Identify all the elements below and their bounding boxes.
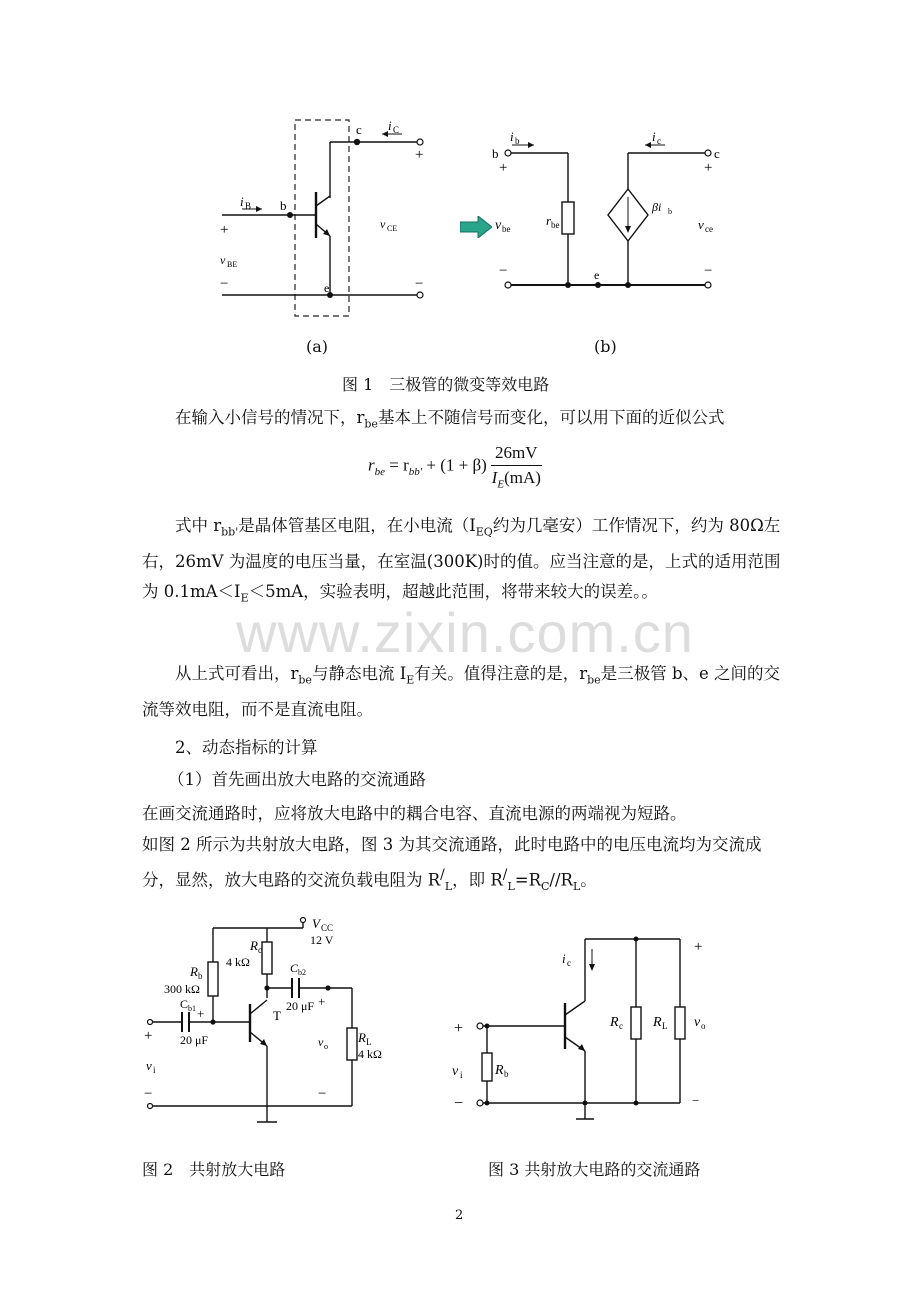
rbe-formula: $r_{be} = r_{bb'} + (1 + \beta)$ $\frac{26mV}{I_E(mA)}$ bbox=[368, 443, 541, 491]
heading-ac-path: （1）首先画出放大电路的交流通路 bbox=[168, 770, 426, 789]
fig3-rb-sub: b bbox=[504, 1069, 509, 1079]
formula-denominator: $I_E(mA)$ bbox=[491, 468, 541, 491]
fig3-vi-sub: i bbox=[460, 1070, 463, 1080]
figure-3-circuit bbox=[450, 925, 730, 1125]
transform-arrow-icon bbox=[460, 216, 492, 238]
fig1b-betaib-label: βi bbox=[652, 200, 662, 214]
fig1a-ic-sub: C bbox=[393, 125, 400, 135]
figure-1a-circuit bbox=[210, 110, 440, 325]
fig1b-minus-right: − bbox=[704, 263, 713, 279]
fig1b-vbe-label: v bbox=[495, 218, 502, 233]
fig1b-plus-right: + bbox=[704, 160, 713, 176]
fig1a-b-label: b bbox=[280, 198, 287, 213]
fig1b-rbe-sub: be bbox=[551, 220, 560, 230]
fig3-ic-sub: c bbox=[567, 958, 571, 968]
fig1a-plus: + bbox=[220, 222, 229, 238]
formula-numerator: 26mV bbox=[491, 443, 542, 466]
fig2-rb-sub: b bbox=[198, 971, 203, 981]
fig1a-minus: − bbox=[220, 276, 229, 292]
fig1b-vbe-sub: be bbox=[502, 224, 511, 234]
fig1a-c-label: c bbox=[356, 122, 362, 137]
page-number: 2 bbox=[455, 1208, 464, 1223]
fig2-vi-sub: i bbox=[153, 1065, 156, 1075]
fig1a-ic-label: i bbox=[388, 118, 392, 133]
fig2-cb2-value: 20 μF bbox=[286, 999, 315, 1013]
figure-2-circuit bbox=[140, 910, 400, 1130]
watermark: www.zixin.com.cn bbox=[236, 601, 694, 664]
paragraph-rbe-ie: 从上式可看出，$r_{be}$与静态电流 $I_E$有关。值得注意的是，$r_{be}$是三极管 b、e 之间的交流等效电阻，而不是直流电阻。 bbox=[142, 664, 781, 720]
fig2-minus-out: − bbox=[318, 1086, 327, 1102]
fig1a-ib-sub: B bbox=[245, 201, 252, 211]
fig2-rc-value: 4 kΩ bbox=[226, 955, 250, 969]
fig1b-c-label: c bbox=[714, 146, 720, 161]
fig2-cb1-value: 20 μF bbox=[180, 1033, 209, 1047]
fig1b-rbe-label: r bbox=[546, 213, 552, 228]
figure-1-caption: 图 1 三极管的微变等效电路 bbox=[342, 375, 550, 394]
fig2-plus-cb2: + bbox=[318, 994, 326, 1009]
fig3-rb-label: R bbox=[495, 1063, 504, 1078]
fig1b-ic-label: i bbox=[652, 129, 656, 144]
fig2-cb2-label: C bbox=[290, 961, 299, 975]
fig3-rc-label: R bbox=[610, 1015, 619, 1030]
fig2-vcc-value: 12 V bbox=[310, 933, 334, 947]
fig1a-minus-right: − bbox=[415, 276, 424, 292]
fig2-rl-value: 4 kΩ bbox=[358, 1047, 382, 1061]
fig1b-vce-sub: ce bbox=[705, 224, 713, 234]
fig1b-b-label: b bbox=[492, 146, 499, 161]
figure-1b-circuit bbox=[490, 125, 730, 300]
fig1b-minus: − bbox=[499, 263, 508, 279]
fig3-plus-in: + bbox=[454, 1020, 464, 1037]
fig3-plus-out: + bbox=[694, 939, 703, 955]
paragraph-rbe-intro: 在输入小信号的情况下，$r_{be}$基本上不随信号而变化，可以用下面的近似公式 bbox=[175, 408, 725, 431]
fig1a-vbe-sub: BE bbox=[227, 260, 238, 269]
fig1b-vce-label: v bbox=[698, 217, 704, 232]
fig2-plus-cb1: + bbox=[197, 1006, 205, 1021]
fig2-rc-sub: c bbox=[258, 945, 262, 955]
fig2-vcc-label: V bbox=[312, 916, 320, 931]
fig1a-vce-sub: CE bbox=[387, 224, 398, 233]
fig2-cb1-label: C bbox=[180, 997, 189, 1011]
fig3-vo-label: v bbox=[694, 1015, 701, 1030]
fig3-minus-in: − bbox=[454, 1095, 464, 1112]
fig1b-ib-sub: b bbox=[515, 136, 520, 146]
fig2-rb-label: R bbox=[190, 964, 198, 979]
fig1a-vbe-label: v bbox=[220, 253, 226, 267]
fig1a-e-label: e bbox=[324, 281, 330, 295]
fig3-ic-label: i bbox=[562, 951, 566, 966]
fig3-rl-label: R bbox=[653, 1015, 662, 1030]
fig2-rb-value: 300 kΩ bbox=[164, 982, 200, 996]
fig2-rl-label: R bbox=[358, 1030, 366, 1045]
fig2-rc-label: R bbox=[250, 938, 258, 953]
fig1a-ib-label: i bbox=[240, 194, 244, 209]
fig2-vo-label: v bbox=[318, 1035, 324, 1049]
heading-dynamic-indicators: 2、动态指标的计算 bbox=[175, 738, 318, 757]
fig2-vi-label: v bbox=[146, 1058, 152, 1073]
figure-1b-label: (b) bbox=[594, 337, 617, 356]
fig3-rc-sub: c bbox=[619, 1021, 623, 1031]
fig1b-betaib-sub: b bbox=[668, 207, 672, 216]
fig1a-plus-right: + bbox=[415, 147, 424, 163]
fig1b-plus: + bbox=[499, 160, 508, 176]
fig1b-e-label: e bbox=[594, 268, 600, 282]
paragraph-ac-short: 在画交流通路时，应将放大电路中的耦合电容、直流电源的两端视为短路。 bbox=[142, 804, 687, 823]
fig3-vi-label: v bbox=[452, 1064, 459, 1079]
paragraph-rbb-explanation: 式中 $r_{bb'}$是晶体管基区电阻，在小电流（$I_{EQ}$约为几毫安）工作情况下，约为 80Ω左右，26mV 为温度的电压当量，在室温(300K)时的值。应当注意的是，上式的适用范围为 $0.1mA<I_E<5mA$，实验表明，超越此范围，将带来较大的误差。。 bbox=[142, 516, 781, 605]
fig2-vcc-sub: CC bbox=[321, 923, 334, 933]
fig2-plus-in: + bbox=[144, 1028, 153, 1044]
fig2-minus-in: − bbox=[144, 1086, 153, 1102]
paragraph-ac-load: 如图 2 所示为共射放大电路，图 3 为其交流通路，此时电路中的电压电流均为交流成分，显然，放大电路的交流负载电阻为 $R^/_L$，即 $R^/_L=R_C//R_L$。 bbox=[142, 835, 762, 893]
fig1b-ic-sub: c bbox=[657, 136, 661, 146]
figure-1a-label: (a) bbox=[306, 337, 329, 356]
fig2-cb2-sub: b2 bbox=[298, 968, 306, 977]
fig3-minus-out: − bbox=[692, 1093, 700, 1108]
fig3-rl-sub: L bbox=[662, 1021, 668, 1031]
fig1a-vce-label: v bbox=[380, 217, 386, 231]
fig2-rl-sub: L bbox=[366, 1037, 372, 1047]
figure-3-caption: 图 3 共射放大电路的交流通路 bbox=[488, 1160, 701, 1179]
fig3-vo-sub: o bbox=[701, 1021, 706, 1031]
fig2-vo-sub: o bbox=[324, 1042, 328, 1051]
fig1b-ib-label: i bbox=[510, 129, 514, 144]
fig2-cb1-sub: b1 bbox=[188, 1004, 196, 1013]
fig2-t-label: T bbox=[273, 1008, 281, 1023]
figure-2-caption: 图 2 共射放大电路 bbox=[142, 1160, 286, 1179]
